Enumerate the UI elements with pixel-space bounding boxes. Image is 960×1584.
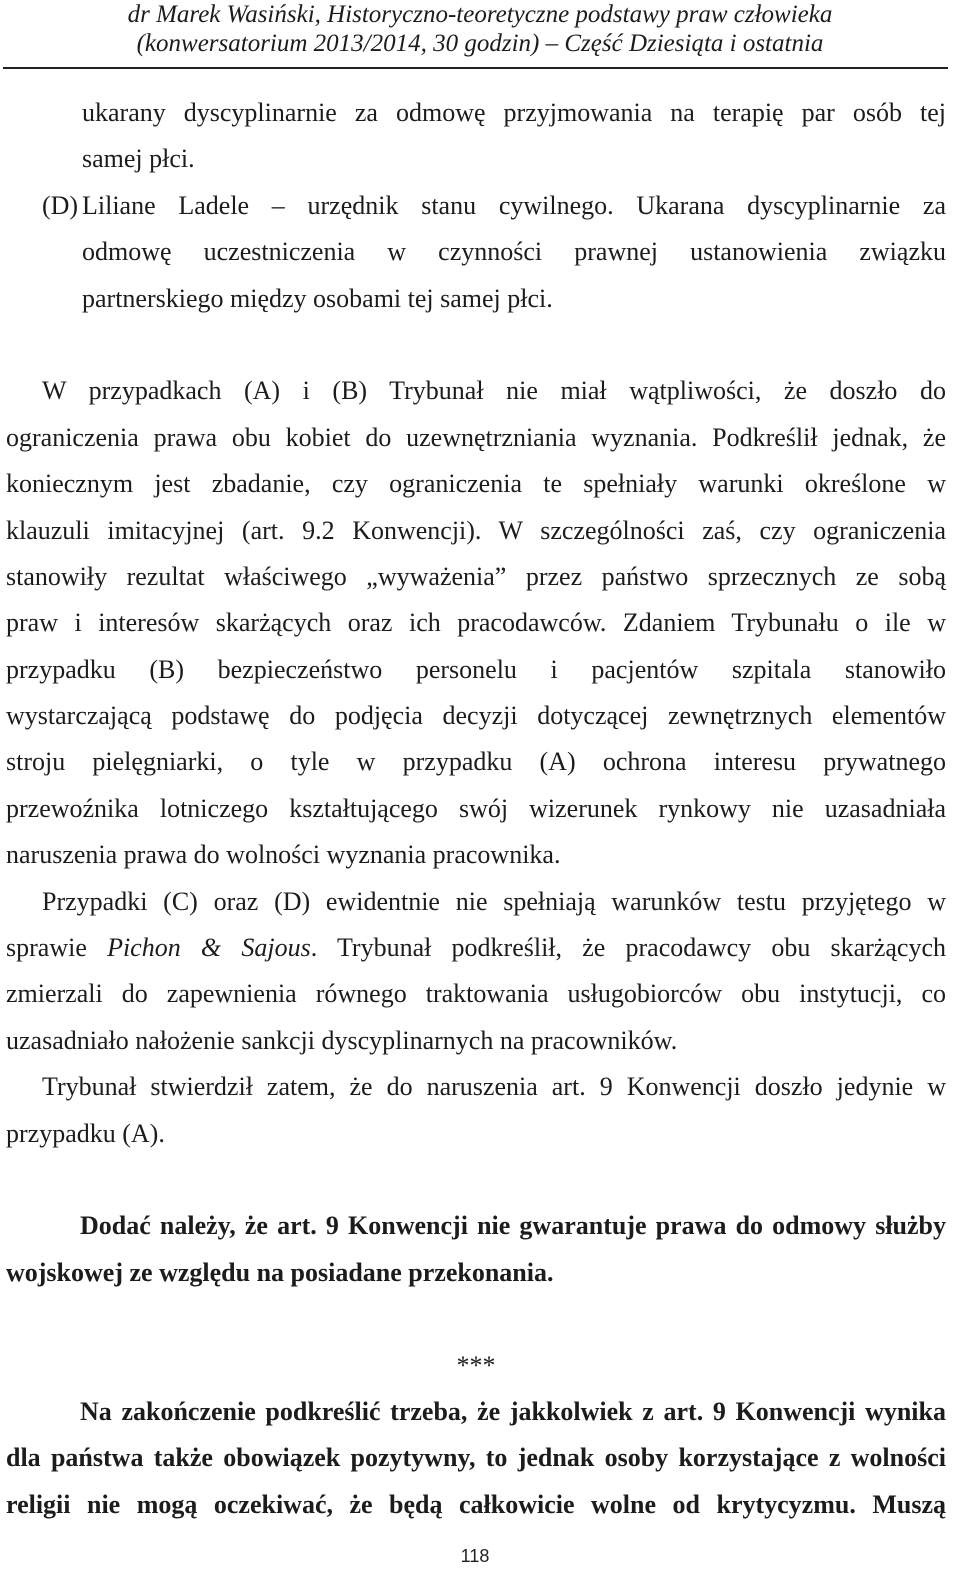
- list-item-d-line: odmowę uczestniczenia w czynności prawnej ustanowienia związku: [82, 237, 946, 267]
- paragraph-c-d-line: uzasadniało nałożenie sankcji dyscyplinarnych na pracowników.: [6, 1025, 678, 1055]
- header-subtitle: (konwersatorium 2013/2014, 30 godzin) – Część Dziesiąta i ostatnia: [136, 30, 824, 57]
- paragraph-conclusion-line: Trybunał stwierdził zatem, że do naruszenia art. 9 Konwencji doszło jedynie w: [42, 1072, 946, 1102]
- paragraph-c-d-text: sprawie: [6, 933, 108, 963]
- blank-line: [6, 322, 946, 368]
- paragraph-assessment-line: przewoźnika lotniczego kształtującego swój wizerunek rynkowy nie uzasadniała: [6, 793, 946, 823]
- list-item-d-label: (D): [42, 190, 79, 220]
- paragraph-conclusion-line: przypadku (A).: [6, 1118, 165, 1148]
- section-separator: ***: [456, 1350, 496, 1380]
- note-military-line: wojskowej ze względu na posiadane przekonania.: [6, 1257, 554, 1287]
- header-title: dr Marek Wasiński, Historyczno-teoretyczne podstawy praw człowieka: [127, 1, 833, 28]
- paragraph-assessment-line: naruszenia prawa do wolności wyznania pracownika.: [6, 840, 561, 870]
- list-item-d-line: partnerskiego między osobami tej samej płci.: [82, 283, 553, 313]
- blank-line: [6, 1157, 946, 1203]
- document-body: [6, 90, 946, 1528]
- paragraph-assessment-line: stanowiły rezultat właściwego „wyważenia” przez państwo sprzecznych ze sobą: [6, 561, 946, 591]
- paragraph-assessment-line: klauzuli imitacyjnej (art. 9.2 Konwencji). W szczególności zaś, czy ograniczenia: [6, 515, 946, 545]
- list-item-c-line: samej płci.: [82, 144, 195, 174]
- header-divider: [3, 67, 948, 69]
- final-remark-line: Na zakończenie podkreślić trzeba, że jakkolwiek z art. 9 Konwencji wynika: [80, 1396, 946, 1426]
- page-header: [0, 0, 960, 58]
- final-remark-line: dla państwa także obowiązek pozytywny, to jednak osoby korzystające z wolności: [6, 1443, 946, 1473]
- list-item-c-line: ukarany dyscyplinarnie za odmowę przyjmowania na terapię par osób tej: [82, 98, 946, 127]
- paragraph-assessment-line: W przypadkach (A) i (B) Trybunał nie miał wątpliwości, że doszło do: [42, 376, 946, 406]
- paragraph-assessment-line: koniecznym jest zbadanie, czy ograniczenia te spełniały warunki określone w: [6, 469, 946, 499]
- paragraph-c-d-line: [6, 925, 946, 971]
- page-number: 118: [460, 1546, 490, 1566]
- paragraph-assessment-line: stroju pielęgniarki, o tyle w przypadku (A) ochrona interesu prywatnego: [6, 747, 946, 777]
- paragraph-assessment-line: ograniczenia prawa obu kobiet do uzewnętrzniania wyznania. Podkreślił jednak, że: [6, 422, 946, 452]
- paragraph-assessment-line: wystarczającą podstawę do podjęcia decyzji dotyczącej zewnętrznych elementów: [6, 701, 946, 731]
- case-name: Pichon & Sajous: [107, 933, 311, 963]
- note-military-line: Dodać należy, że art. 9 Konwencji nie gwarantuje prawa do odmowy służby: [80, 1211, 946, 1241]
- list-item-d: [6, 183, 946, 229]
- list-item-d-text: Liliane Ladele – urzędnik stanu cywilnego. Ukarana dyscyplinarnie za: [82, 190, 946, 220]
- blank-line: [6, 1296, 946, 1342]
- paragraph-c-d-text: . Trybunał podkreślił, że pracodawcy obu skarżących: [310, 933, 947, 963]
- paragraph-assessment-line: przypadku (B) bezpieczeństwo personelu i pacjentów szpitala stanowiło: [6, 654, 946, 684]
- paragraph-c-d-line: Przypadki (C) oraz (D) ewidentnie nie spełniają warunków testu przyjętego w: [42, 886, 946, 916]
- final-remark-line: religii nie mogą oczekiwać, że będą całkowicie wolne od krytycyzmu. Muszą: [6, 1489, 946, 1519]
- paragraph-c-d-line: zmierzali do zapewnienia równego traktowania usługobiorców obu instytucji, co: [6, 979, 946, 1009]
- paragraph-assessment-line: praw i interesów skarżących oraz ich pracodawców. Zdaniem Trybunału o ile w: [6, 608, 946, 638]
